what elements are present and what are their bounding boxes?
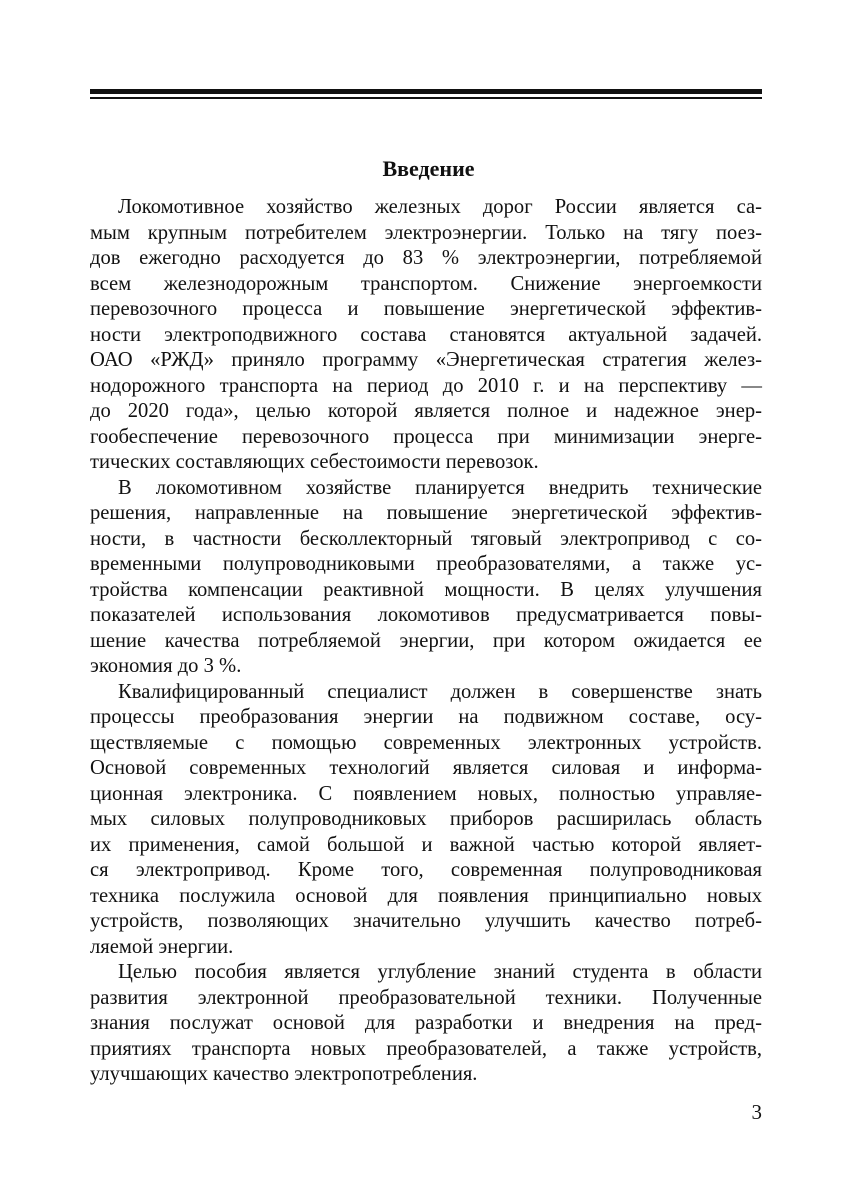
text-line: техника послужила основой для появления принципиально новых [90,884,762,907]
text-line: В локомотивном хозяйстве планируется внедрить технические [118,476,762,499]
text-line: Основой современных технологий является силовая и информа- [90,757,762,779]
text-line: решения, направленные на повышение энергетической эффектив- [90,502,762,524]
text-line: их применения, самой большой и важной частью которой являет- [90,833,762,856]
paragraph [90,680,762,961]
text-line: до 2020 года», целью которой является полное и надежное энер- [90,400,762,422]
text-line: временными полупроводниковыми преобразователями, а также ус- [90,553,762,575]
text-line: Квалифицированный специалист должен в совершенстве знать [118,680,762,703]
text-line: Локомотивное хозяйство железных дорог России является са- [118,196,762,218]
text-line: развития электронной преобразовательной техники. Полученные [90,986,762,1009]
text-line: перевозочного процесса и повышение энергетической эффектив- [90,298,762,320]
text-line: устройств, позволяющих значительно улучшить качество потреб- [90,910,762,932]
text-line: ществляемые с помощью современных электронных устройств. [90,731,762,754]
text-line: шение качества потребляемой энергии, при котором ожидается ее [90,629,762,652]
text-line: показателей использования локомотивов предусматривается повы- [90,604,762,626]
text-line: дов ежегодно расходуется до 83 % электроэнергии, потребляемой [90,247,762,269]
body-text [90,195,762,1088]
text-line: улучшающих качество электропотребления. [90,1063,478,1085]
section-heading: Введение [382,156,475,181]
paragraph [90,960,762,1088]
paragraph [90,476,762,680]
text-line: экономия до 3 %. [90,655,242,677]
text-line: Целью пособия является углубление знаний студента в области [118,961,762,983]
text-line: тических составляющих себестоимости перевозок. [90,451,539,473]
text-line: нодорожного транспорта на период до 2010 г. и на перспективу — [90,374,762,397]
page-number: 3 [751,1100,762,1124]
header-rule-thin [90,97,762,99]
text-line: ляемой энергии. [90,935,234,958]
text-line: знания послужат основой для разработки и внедрения на пред- [90,1012,762,1034]
text-line: приятиях транспорта новых преобразователей, а также устройств, [90,1037,762,1060]
text-line: ся электропривод. Кроме того, современная полупроводниковая [90,859,762,881]
text-line: ности электроподвижного состава становятся актуальной задачей. [90,323,762,346]
text-line: ционная электроника. С появлением новых, полностью управляе- [90,782,762,805]
text-line: процессы преобразования энергии на подвижном составе, осу- [90,706,762,728]
text-line: гообеспечение перевозочного процесса при минимизации энерге- [90,425,762,448]
text-line: всем железнодорожным транспортом. Снижение энергоемкости [90,272,762,295]
header-rule-thick [90,89,762,94]
paragraph [90,195,762,476]
text-line: ОАО «РЖД» приняло программу «Энергетическая стратегия желез- [90,349,762,371]
text-line: мых силовых полупроводниковых приборов расширилась область [90,808,762,830]
text-line: ности, в частности бесколлекторный тяговый электропривод с со- [90,527,762,550]
text-line: тройства компенсации реактивной мощности. В целях улучшения [90,578,762,601]
text-line: мым крупным потребителем электроэнергии. Только на тягу поез- [90,221,762,244]
